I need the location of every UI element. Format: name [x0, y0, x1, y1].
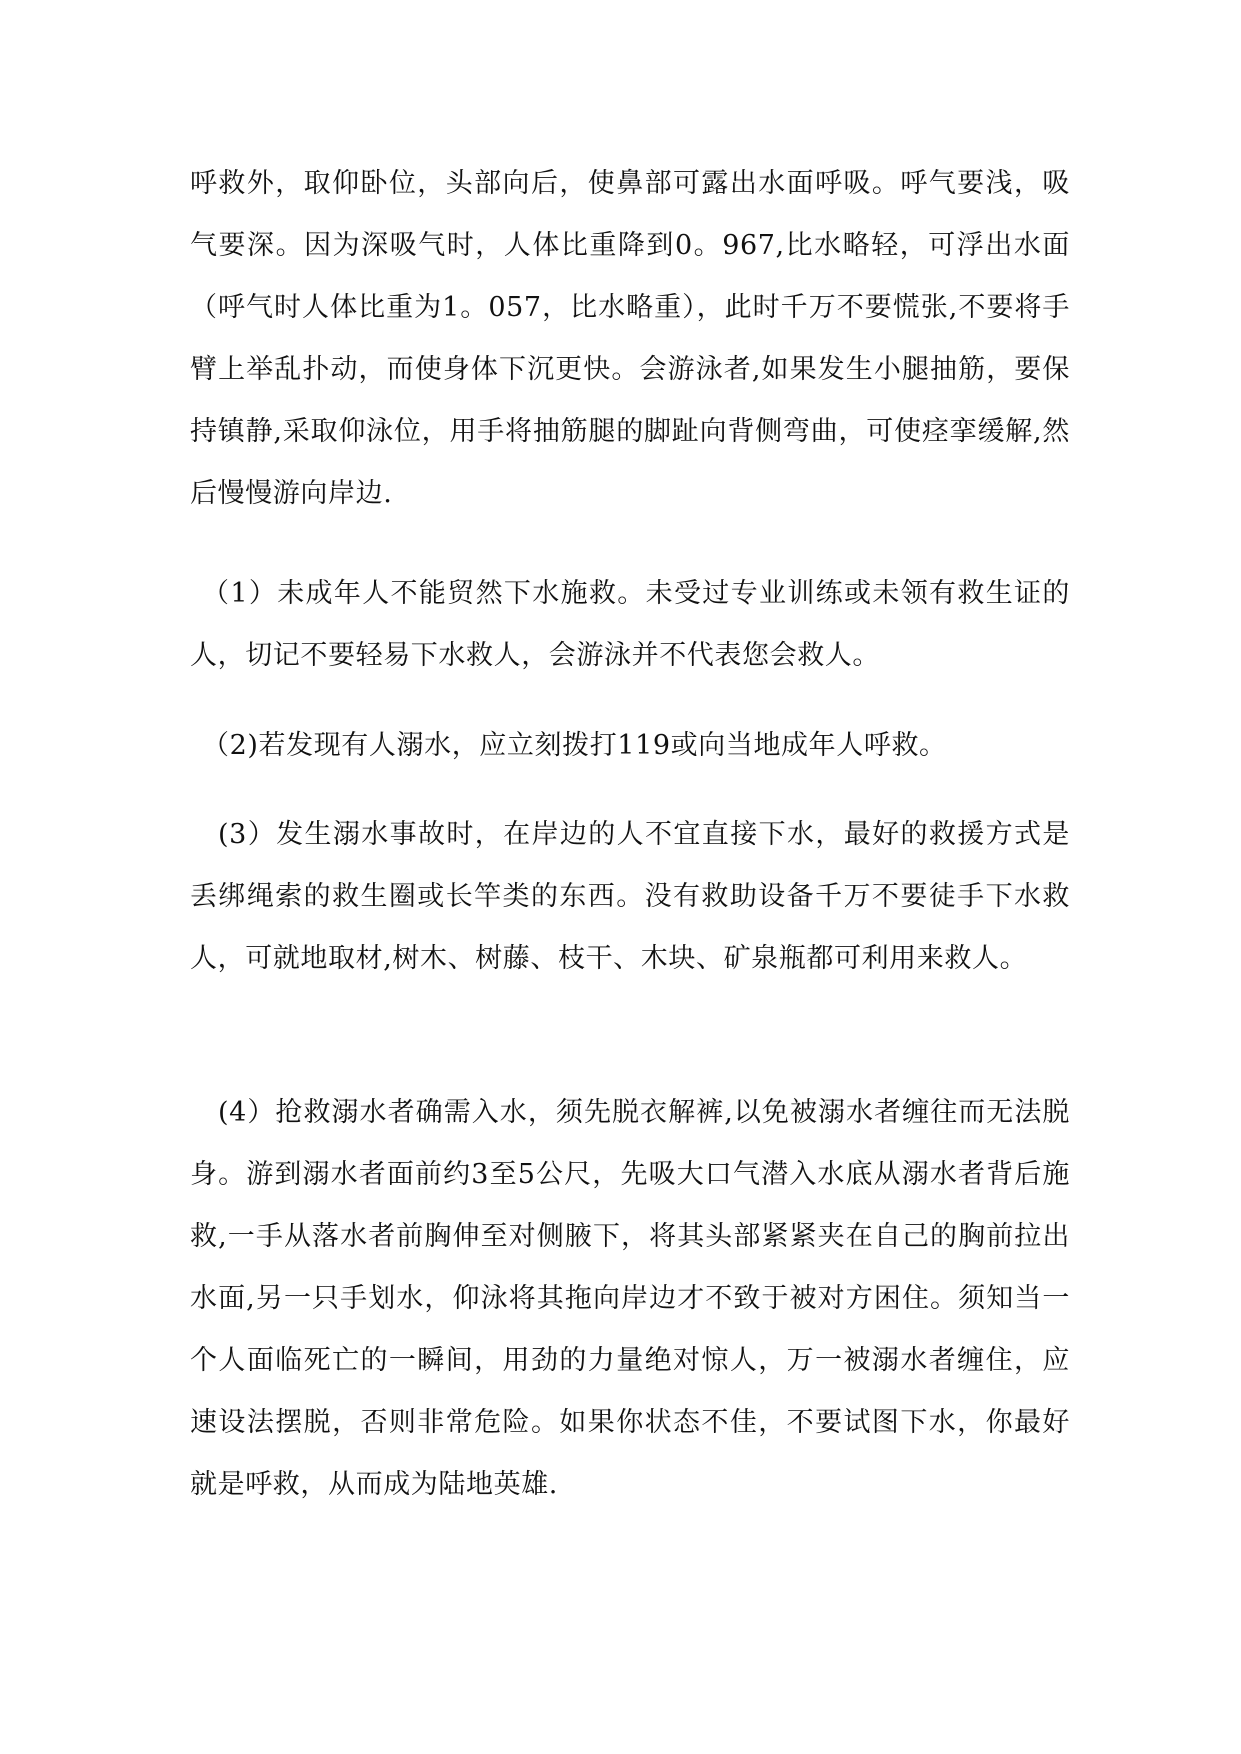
- paragraph-item-4: (4）抢救溺水者确需入水，须先脱衣解裤,以免被溺水者缠往而无法脱身。游到溺水者面前约3至5公尺，先吸大口气潜入水底从溺水者背后施救,一手从落水者前胸伸至对侧腋下，将其头部紧紧夹在自己的胸前拉出水面,另一只手划水，仰泳将其拖向岸边才不致于被对方困住。须知当一个人面临死亡的一瞬间，用劲的力量绝对惊人，万一被溺水者缠住，应速设法摆脱，否则非常危险。如果你状态不佳，不要试图下水，你最好就是呼救，从而成为陆地英雄.: [190, 1097, 1070, 1500]
- paragraph-item-1: （1）未成年人不能贸然下水施救。未受过专业训练或未领有救生证的人，切记不要轻易下水救人，会游泳并不代表您会救人。: [190, 578, 1070, 671]
- paragraph-item-2: （2)若发现有人溺水，应立刻拨打119或向当地成年人呼救。: [202, 730, 947, 761]
- paragraph-intro: 呼救外，取仰卧位，头部向后，使鼻部可露出水面呼吸。呼气要浅，吸气要深。因为深吸气时，人体比重降到0。967,比水略轻，可浮出水面（呼气时人体比重为1。057，比水略重），此时千万不要慌张,不要将手臂上举乱扑动，而使身体下沉更快。会游泳者,如果发生小腿抽筋，要保持镇静,采取仰泳位，用手将抽筋腿的脚趾向背侧弯曲，可使痉挛缓解,然后慢慢游向岸边.: [190, 168, 1070, 509]
- paragraph-item-3: (3）发生溺水事故时，在岸边的人不宜直接下水，最好的救援方式是丢绑绳索的救生圈或长竿类的东西。没有救助设备千万不要徒手下水救人，可就地取材,树木、树藤、枝干、木块、矿泉瓶都可利用来救人。: [190, 819, 1070, 974]
